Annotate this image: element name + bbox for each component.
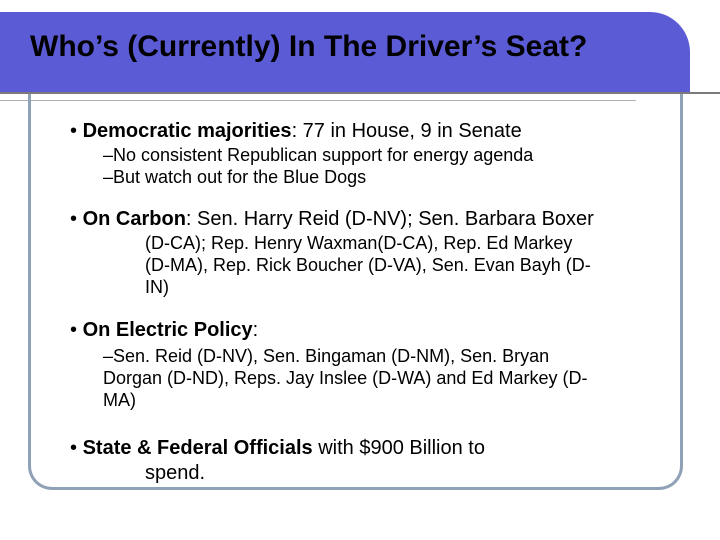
bullet-on-carbon — [70, 207, 594, 231]
continuation-line: (D-MA), Rep. Rick Boucher (D-VA), Sen. Evan Bayh (D- — [145, 255, 591, 275]
bullet-text: : — [252, 319, 259, 341]
sub-item: Dorgan (D-ND), Reps. Jay Inslee (D-WA) and Ed Markey (D- — [103, 368, 588, 388]
continuation-line: (D-CA); Rep. Henry Waxman(D-CA), Rep. Ed Markey — [145, 233, 573, 253]
bullet-text: with $900 Billion to — [312, 437, 485, 459]
bullet-heading: On Carbon — [82, 208, 186, 230]
sub-item: MA) — [103, 390, 136, 410]
sub-item: –No consistent Republican support for energy agenda — [103, 145, 534, 165]
continuation-line: IN) — [145, 277, 169, 297]
bullet-heading: State & Federal Officials — [82, 437, 313, 459]
bullet-marker: • — [70, 120, 78, 142]
bullet-democratic-majorities — [70, 119, 522, 143]
bullet-heading: On Electric Policy — [82, 319, 253, 341]
bullet-text: : 77 in House, 9 in Senate — [291, 120, 522, 142]
bullet-marker: • — [70, 437, 78, 459]
bullet-marker: • — [70, 319, 78, 341]
continuation-line: spend. — [145, 462, 206, 484]
sub-item: –Sen. Reid (D-NV), Sen. Bingaman (D-NM), Sen. Bryan — [103, 346, 550, 366]
bullet-marker: • — [70, 208, 78, 230]
bullet-state-federal-officials — [70, 436, 485, 460]
sub-item: –But watch out for the Blue Dogs — [103, 167, 367, 187]
bullet-heading: Democratic majorities — [82, 120, 292, 142]
bullet-text: : Sen. Harry Reid (D-NV); Sen. Barbara Boxer — [185, 208, 594, 230]
bullet-on-electric-policy — [70, 318, 258, 342]
slide-title: Who’s (Currently) In The Driver’s Seat? — [30, 30, 588, 63]
